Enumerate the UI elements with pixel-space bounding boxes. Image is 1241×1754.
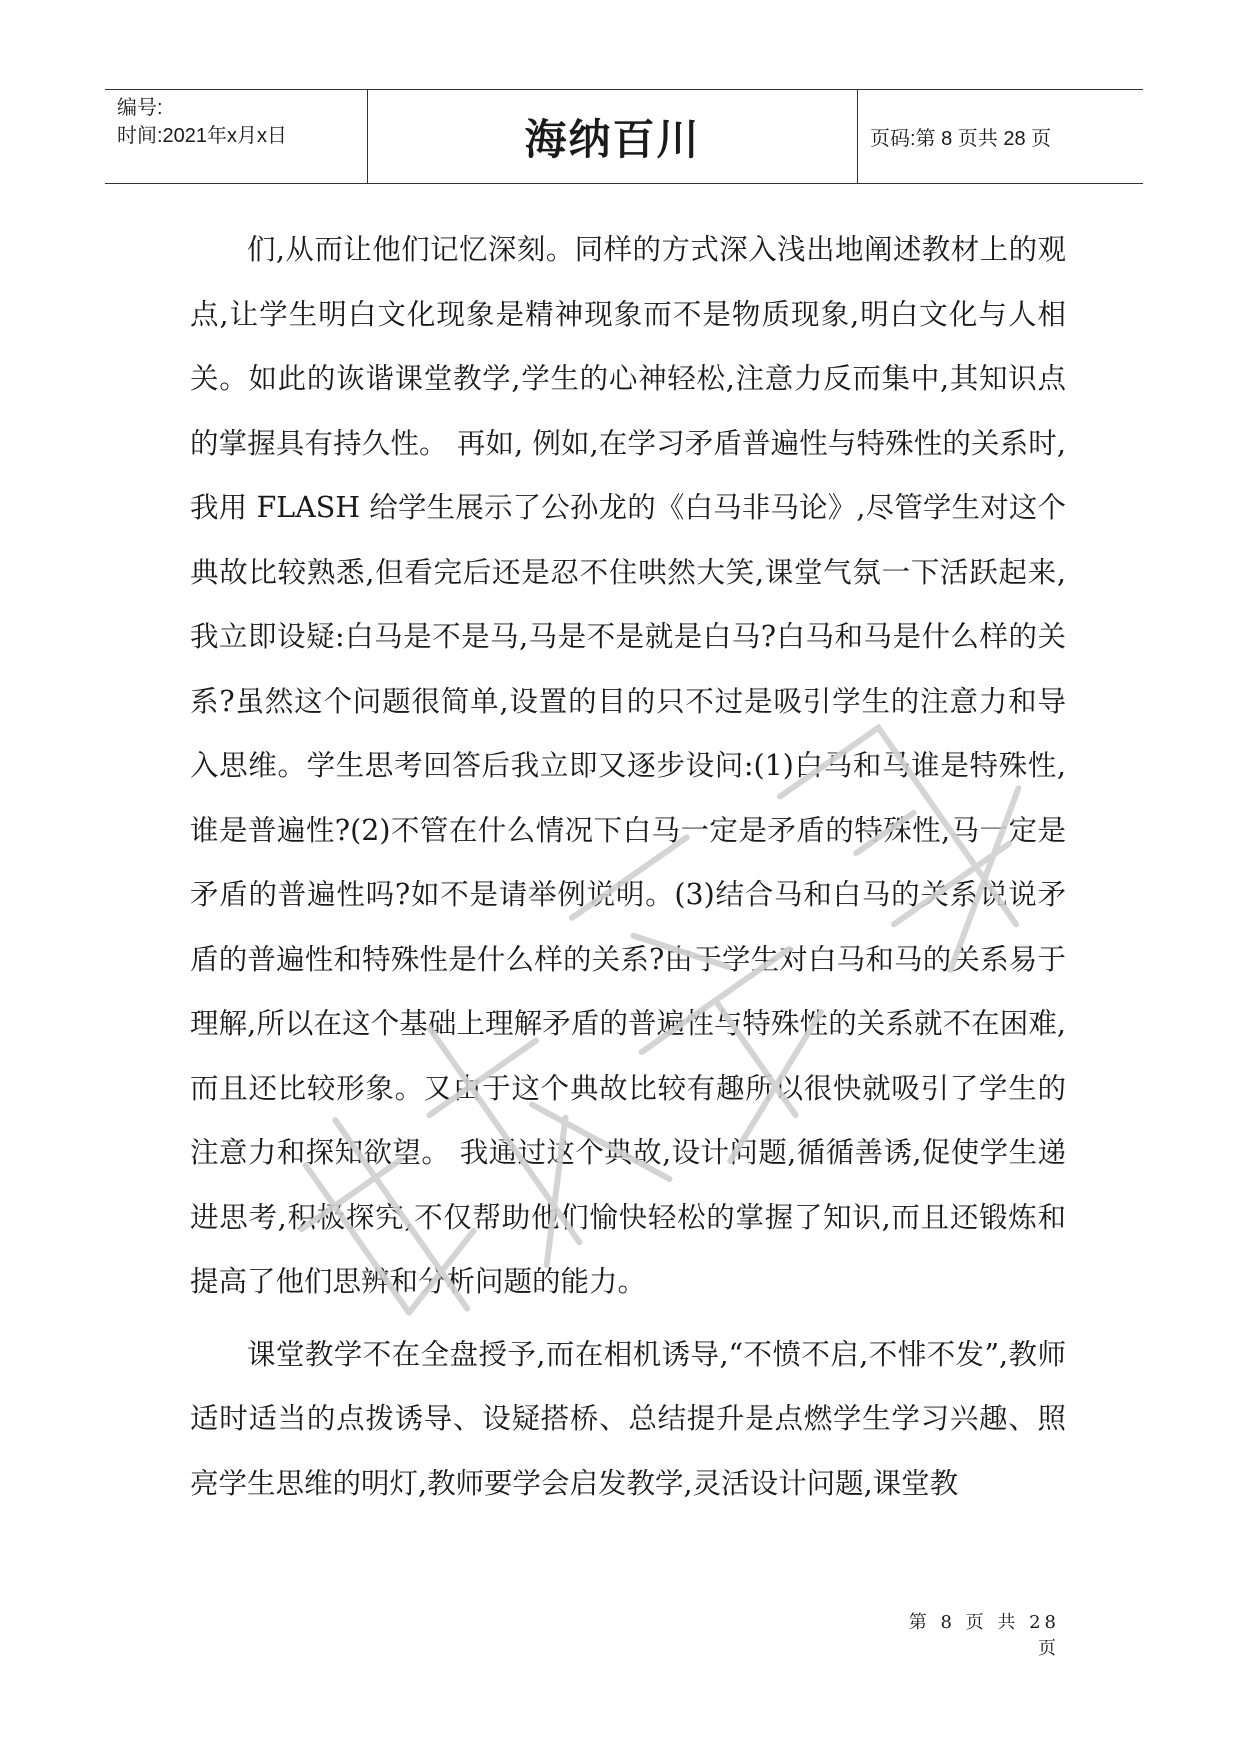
page-header <box>105 89 1143 184</box>
page-footer: 第 8 页 共 28 页 <box>908 1612 1060 1659</box>
header-meta <box>105 90 368 183</box>
page-code-text: 页码:第 8 页共 28 页 <box>870 128 1052 150</box>
body-text <box>190 218 1066 1516</box>
header-title-cell <box>368 90 858 183</box>
header-page-code <box>858 90 1143 183</box>
paragraph: 们,从而让他们记忆深刻。同样的方式深入浅出地阐述教材上的观点,让学生明白文化现象是精神现象而不是物质现象,明白文化与人相关。如此的诙谐课堂教学,学生的心神轻松,注意力反而集中,其知识点的掌握具有持久性。 再如, 例如,在学习矛盾普遍性与特殊性的关系时,我用 FLASH 给学生展示了公孙龙的《白马非马论》,尽管学生对这个典故比较熟悉,但看完后还是忍不住哄然大笑,课堂气氛一下活跃起来,我立即设疑:白马是不是马,马是不是就是白马?白马和马是什么样的关系?虽然这个问题很简单,设置的目的只不过是吸引学生的注意力和导入思维。学生思考回答后我立即又逐步设问:(1)白马和马谁是特殊性,谁是普遍性?(2)不管在什么情况下白马一定是矛盾的特殊性,马一定是矛盾的普遍性吗?如不是请举例说明。(3)结合马和白马的关系说说矛盾的普遍性和特殊性是什么样的关系?由于学生对白马和马的关系易于理解,所以在这个基础上理解矛盾的普遍性与特殊性的关系就不在困难,而且还比较形象。又由于这个典故比较有趣所以很快就吸引了学生的注意力和探知欲望。 我通过这个典故,设计问题,循循善诱,促使学生递进思考,积极探究,不仅帮助他们愉快轻松的掌握了知识,而且还锻炼和提高了他们思辨和分析问题的能力。 <box>190 233 1066 1298</box>
date-line: 时间:2021年x月x日 <box>117 125 288 147</box>
header-title: 海纳百川 <box>524 114 701 164</box>
paragraph: 课堂教学不在全盘授予,而在相机诱导,“不愤不启,不悱不发”,教师适时适当的点拨诱导、设疑搭桥、总结提升是点燃学生学习兴趣、照亮学生思维的明灯,教师要学会启发教学,灵活设计问题,课堂教 <box>190 1337 1066 1500</box>
serial-number-label: 编号: <box>117 97 163 119</box>
